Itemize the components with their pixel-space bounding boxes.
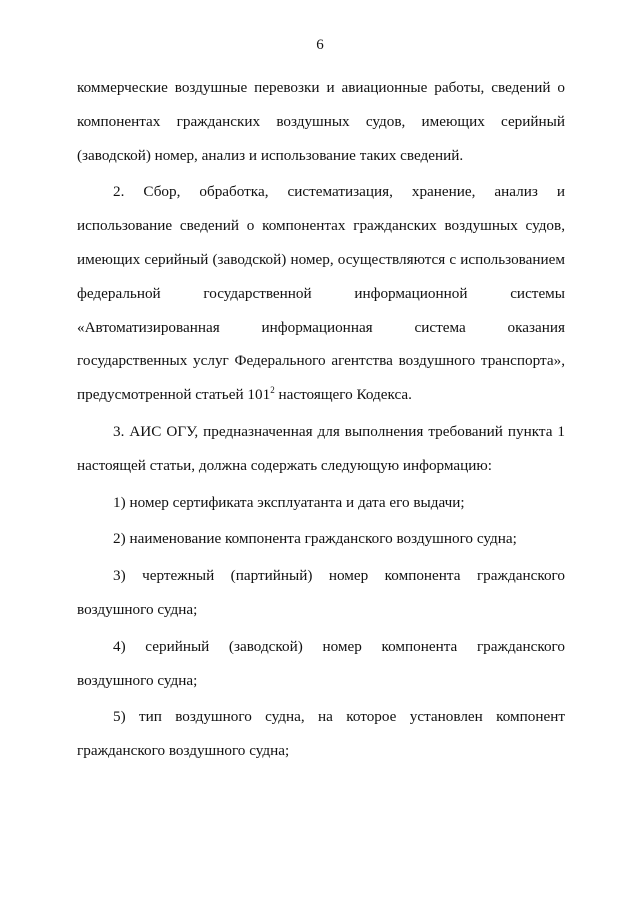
list-item-2: 2) наименование компонента гражданского воздушного судна; (113, 530, 517, 548)
list-item-4: 4) серийный (заводской) номер компонента гражданского воздушного судна; (77, 637, 565, 689)
paragraph-item-2-tail: настоящего Кодекса. (274, 386, 412, 404)
article-superscript: 2 (270, 385, 275, 396)
list-item-5: 5) тип воздушного судна, на которое установлен компонент гражданского воздушного судна; (77, 708, 565, 760)
list-item-1: 1) номер сертификата эксплуатанта и дата его выдачи; (113, 493, 465, 511)
paragraph-item-2-text: 2. Сбор, обработка, систематизация, хранение, анализ и использование сведений о компонентах гражданских воздушных судов, имеющих серийный (заводской) номер, осуществляются с использованием федеральной государственной информационной системы «Автоматизированная информационная система оказания государственных услуг Федерального агентства воздушного транспорта», предусмотренной статьей 101 (77, 183, 565, 404)
list-item-3: 3) чертежный (партийный) номер компонента гражданского воздушного судна; (77, 567, 565, 618)
page-number: 6 (316, 37, 324, 53)
paragraph-continuation: коммерческие воздушные перевозки и авиационные работы, сведений о компонентах гражданских воздушных судов, имеющих серийный (заводской) номер, анализ и использование таких сведений. (77, 79, 565, 164)
paragraph-item-2 (77, 175, 565, 412)
paragraph-item-3: 3. АИС ОГУ, предназначенная для выполнения требований пункта 1 настоящей статьи, должна содержать следующую информацию: (77, 422, 565, 474)
document-body (77, 71, 565, 768)
